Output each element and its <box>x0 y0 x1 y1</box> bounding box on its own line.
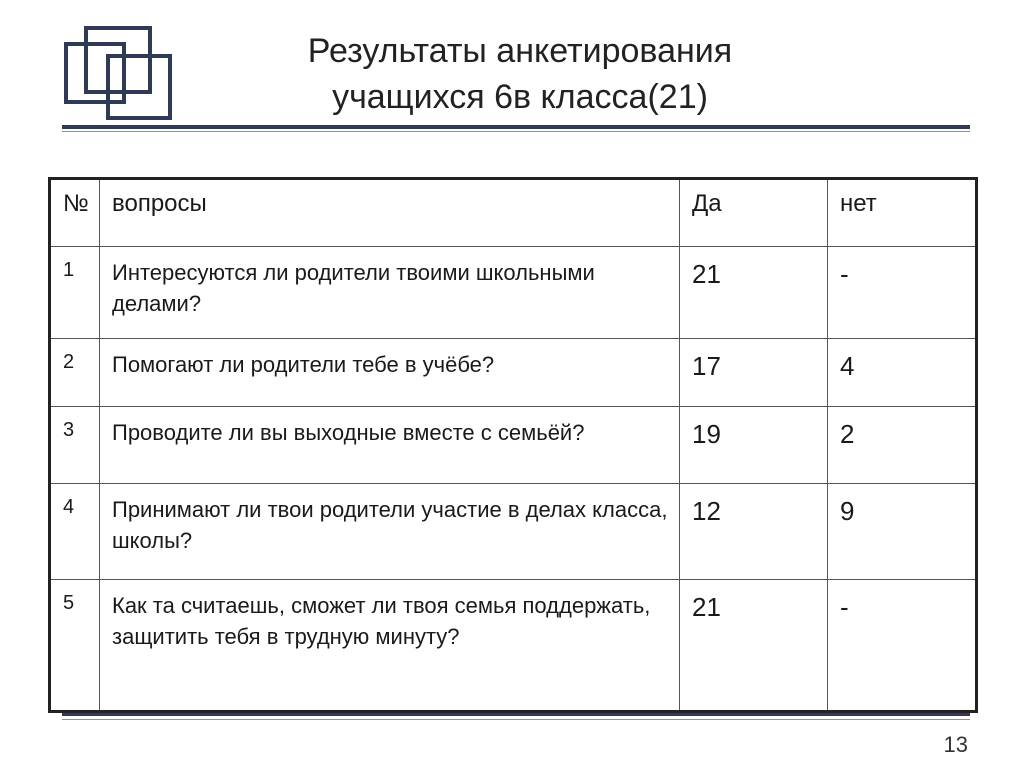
title-divider-thick <box>62 125 970 129</box>
row-number: 3 <box>50 407 100 484</box>
row-number: 1 <box>50 247 100 339</box>
row-no-count: 2 <box>828 407 977 484</box>
row-no-count: - <box>828 247 977 339</box>
row-yes-count: 21 <box>680 247 828 339</box>
row-question: Интересуются ли родители твоими школьными делами? <box>100 247 680 339</box>
row-no-count: 4 <box>828 339 977 407</box>
table-header-row <box>50 179 977 247</box>
row-question: Как та считаешь, сможет ли твоя семья поддержать, защитить тебя в трудную минуту? <box>100 580 680 712</box>
slide-title <box>200 28 840 120</box>
table-row <box>50 247 977 339</box>
row-number: 4 <box>50 484 100 580</box>
table-row <box>50 484 977 580</box>
row-number: 5 <box>50 580 100 712</box>
row-question: Помогают ли родители тебе в учёбе? <box>100 339 680 407</box>
table-row <box>50 407 977 484</box>
header-no: нет <box>828 179 977 247</box>
row-number: 2 <box>50 339 100 407</box>
header-question: вопросы <box>100 179 680 247</box>
row-question: Проводите ли вы выходные вместе с семьёй? <box>100 407 680 484</box>
row-yes-count: 17 <box>680 339 828 407</box>
header-yes: Да <box>680 179 828 247</box>
row-no-count: - <box>828 580 977 712</box>
page-number: 13 <box>943 732 968 757</box>
footer-divider-thin <box>62 719 970 720</box>
row-yes-count: 21 <box>680 580 828 712</box>
row-yes-count: 12 <box>680 484 828 580</box>
slide-title-line-2: учащихся 6в класса(21) <box>332 78 708 116</box>
slide-title-line-1: Результаты анкетирования <box>307 32 733 70</box>
title-divider-thin <box>62 131 970 132</box>
table-row <box>50 580 977 712</box>
row-question: Принимают ли твои родители участие в делах класса, школы? <box>100 484 680 580</box>
table-row <box>50 339 977 407</box>
survey-results-table <box>48 177 978 713</box>
row-no-count: 9 <box>828 484 977 580</box>
row-yes-count: 19 <box>680 407 828 484</box>
header-num: № <box>50 179 100 247</box>
overlapping-squares-logo <box>64 24 176 124</box>
footer-divider-thick <box>62 713 970 716</box>
